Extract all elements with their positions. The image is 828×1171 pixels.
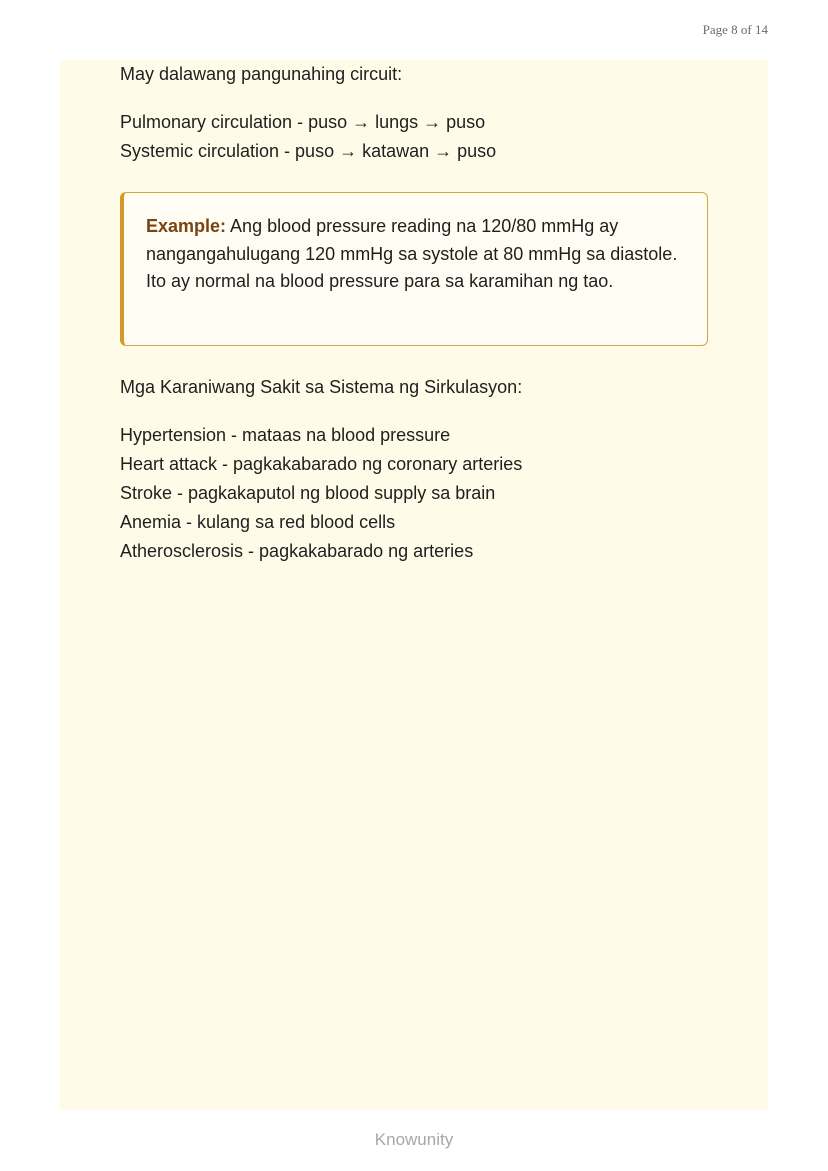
list-item: Hypertension - mataas na blood pressure [120,425,451,445]
list-item: Pulmonary circulation - puso → lungs → puso [120,112,486,132]
diseases-heading: Mga Karaniwang Sakit sa Sistema ng Sirkulasyon: [120,377,523,397]
list-item: Systemic circulation - puso → katawan → puso [120,141,497,161]
example-label: Example: [146,216,227,236]
diseases-list [120,421,522,566]
circuits-list [120,108,496,166]
list-item: Heart attack - pagkakabarado ng coronary arteries [120,454,523,474]
page-number: Page 8 of 14 [702,22,768,37]
example-callout [120,192,708,346]
list-item: Atherosclerosis - pagkakabarado ng arteries [120,541,474,561]
list-item: Anemia - kulang sa red blood cells [120,512,396,532]
list-item: Stroke - pagkakaputol ng blood supply sa brain [120,483,496,503]
example-body: Ang blood pressure reading na 120/80 mmHg ay nangangahulugang 120 mmHg sa systole at 80 mmHg sa diastole. Ito ay normal na blood pressure para sa karamihan ng tao. [146,216,678,291]
example-text [146,213,685,296]
circuits-intro: May dalawang pangunahing circuit: [120,64,403,84]
footer-brand: Knowunity [374,1130,454,1149]
